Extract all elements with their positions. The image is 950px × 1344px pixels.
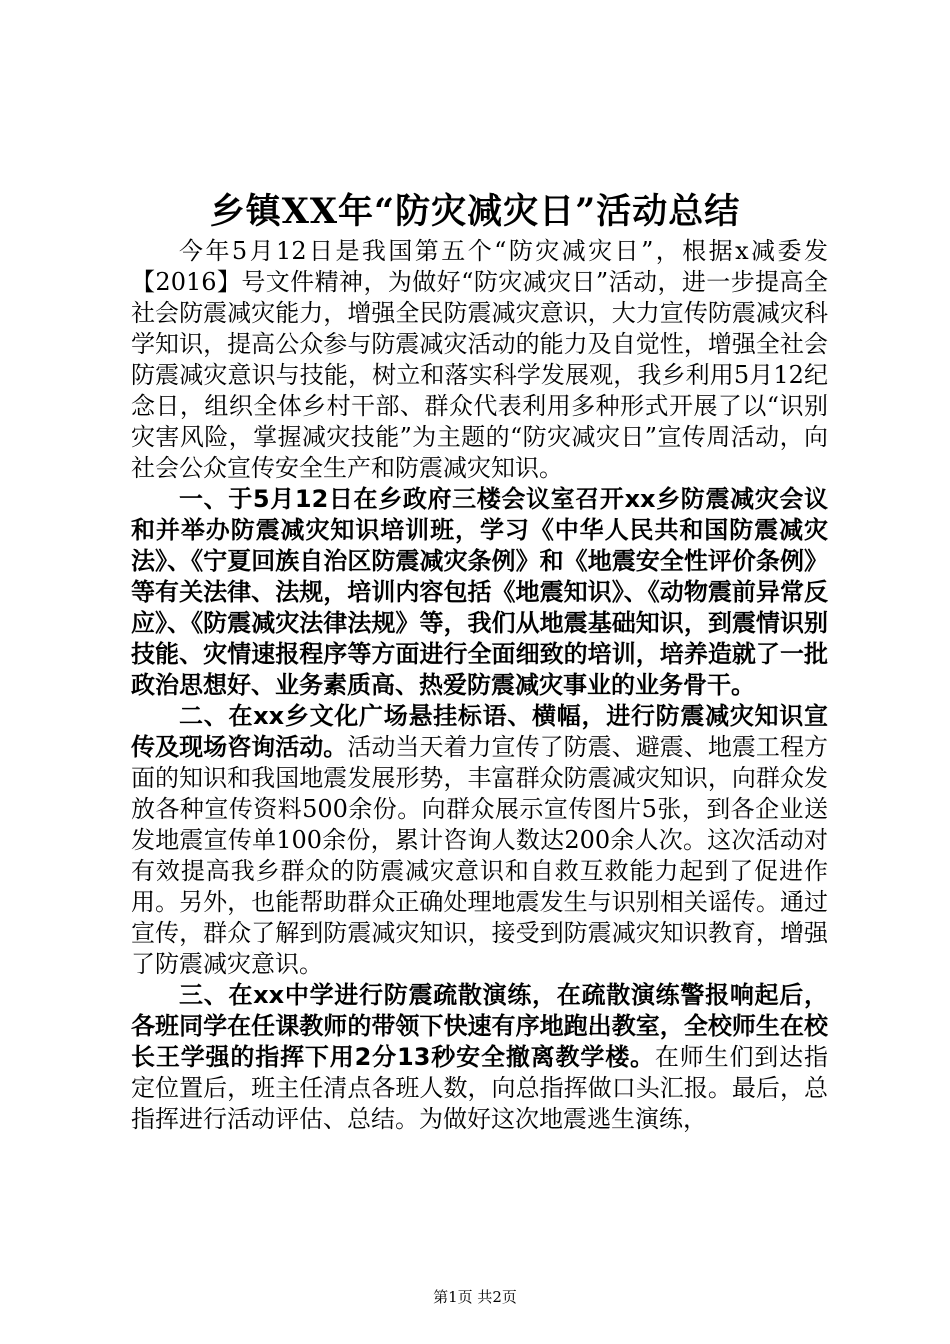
paragraph-lead: 二、在xx乡文化广场悬挂标语、横幅，进行防震减灾知识宣传及现场咨询活动。 [131, 702, 828, 761]
document-body [131, 236, 828, 1135]
paragraph-section-2 [131, 701, 828, 980]
paragraph-section-3 [131, 980, 828, 1135]
paragraph-text: 今年5月12日是我国第五个“防灾减灾日”，根据x减委发【2016】号文件精神，为做好“防灾减灾日”活动，进一步提高全社会防震减灾能力，增强全民防震减灾意识，大力宣传防震减灾科学知识，提高公众参与防震减灾活动的能力及自觉性，增强全社会防震减灾意识与技能，树立和落实科学发展观，我乡利用5月12纪念日，组织全体乡村干部、群众代表利用多种形式开展了以“识别灾害风险，掌握减灾技能”为主题的“防灾减灾日”宣传周活动，向社会公众宣传安全生产和防震减灾知识。 [131, 237, 828, 482]
paragraph-intro [131, 236, 828, 484]
paragraph-text: 在师生们到达指定位置后，班主任清点各班人数，向总指挥做口头汇报。最后，总指挥进行活动评估、总结。为做好这次地震逃生演练， [131, 1043, 828, 1133]
paragraph-lead: 三、在xx中学进行防震疏散演练，在疏散演练警报响起后，各班同学在任课教师的带领下快速有序地跑出教室，全校师生在校长王学强的指挥下用2分13秒安全撤离教学楼。 [131, 981, 828, 1071]
paragraph-text: 活动当天着力宣传了防震、避震、地震工程方面的知识和我国地震发展形势，丰富群众防震减灾知识，向群众发放各种宣传资料500余份。向群众展示宣传图片5张，到各企业送发地震宣传单100余份，累计咨询人数达200余人次。这次活动对有效提高我乡群众的防震减灾意识和自救互救能力起到了促进作用。另外，也能帮助群众正确处理地震发生与识别相关谣传。通过宣传，群众了解到防震减灾知识，接受到防震减灾知识教育，增强了防震减灾意识。 [131, 733, 829, 978]
document-title: 乡镇XX年“防灾减灾日”活动总结 [209, 191, 741, 232]
paragraph-lead: 一、于5月12日在乡政府三楼会议室召开xx乡防震减灾会议和并举办防震减灾知识培训班，学习《中华人民共和国防震减灾法》、《宁夏回族自治区防震减灾条例》和《地震安全性评价条例》等有关法律、法规，培训内容包括《地震知识》、《动物震前异常反应》、《防震减灾法律法规》等，我们从地震基础知识，到震情识别技能、灾情速报程序等方面进行全面细致的培训，培养造就了一批政治思想好、业务素质高、热爱防震减灾事业的业务骨干。 [131, 485, 828, 699]
page-number-footer: 第1页 共2页 [433, 1288, 517, 1306]
paragraph-section-1 [131, 484, 828, 701]
